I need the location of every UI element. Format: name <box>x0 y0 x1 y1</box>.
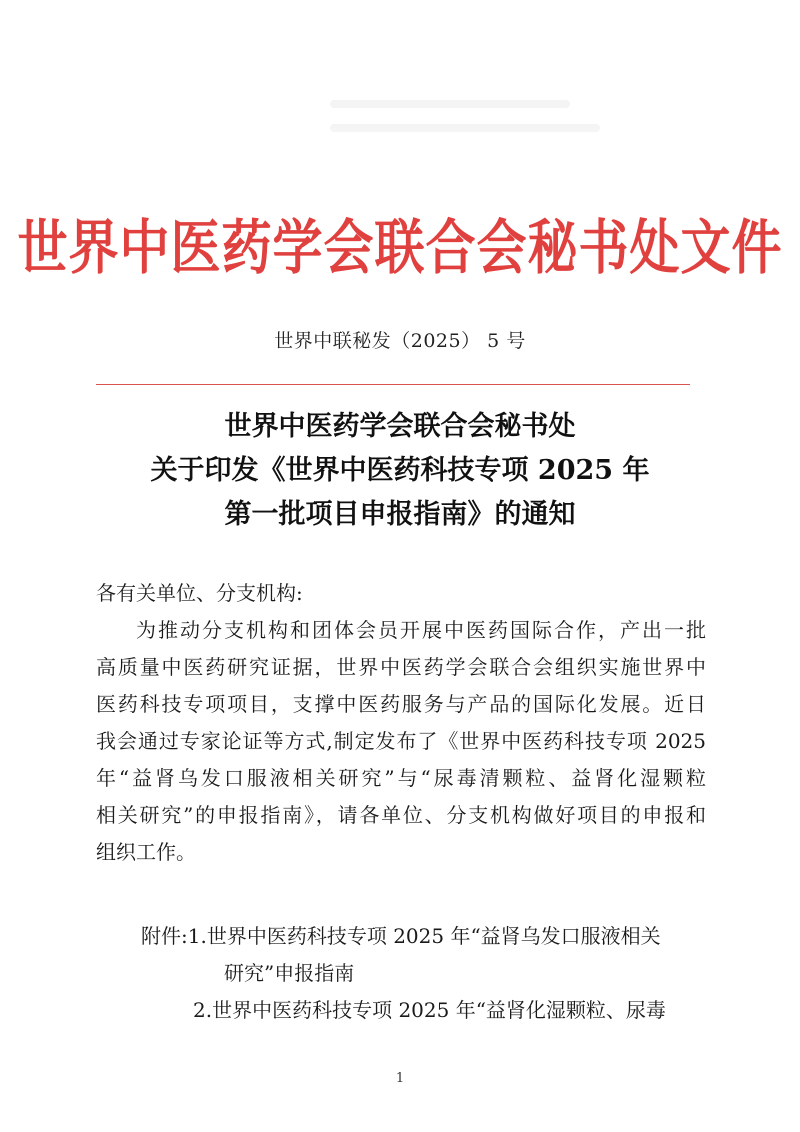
paragraph-line-6: 相关研究”的申报指南》，请各单位、分支机构做好项目的申报和 <box>96 803 706 827</box>
faint-bleed-through <box>330 100 590 160</box>
org-header-title: 世界中医药学会联合会秘书处文件 <box>17 212 783 283</box>
paragraph-line-3: 医药科技专项项目，支撑中医药服务与产品的国际化发展。近日 <box>96 692 706 716</box>
attachments-label: 附件: <box>141 924 188 948</box>
document-number: 世界中联秘发（2025） 5 号 <box>274 330 526 352</box>
header-divider <box>96 384 690 385</box>
paragraph-line-2: 高质量中医药研究证据，世界中医药学会联合会组织实施世界中 <box>96 655 706 679</box>
paragraph-line-7: 组织工作。 <box>96 840 196 864</box>
attachment-item-2: 2.世界中医药科技专项 2025 年“益肾化湿颗粒、尿毒 <box>193 998 666 1022</box>
attachments-list <box>141 918 711 1029</box>
paragraph-line-1: 为推动分支机构和团体会员开展中医药国际合作，产出一批 <box>136 618 706 642</box>
notice-body <box>96 575 706 871</box>
notice-title-line-1: 世界中医药学会联合会秘书处 <box>224 411 576 442</box>
attachment-1-title-line-1: 1.世界中医药科技专项 2025 年“益肾乌发口服液相关 <box>187 924 661 948</box>
attachment-1-title-line-2: 研究”申报指南 <box>224 961 355 985</box>
notice-title-line-2: 关于印发《世界中医药科技专项 2025 年 <box>150 455 650 486</box>
notice-title <box>0 405 800 537</box>
paragraph-line-4: 我会通过专家论证等方式,制定发布了《世界中医药科技专项 2025 <box>96 729 706 753</box>
page-number: 1 <box>395 1071 405 1086</box>
salutation: 各有关单位、分支机构: <box>96 581 303 605</box>
attachment-item-1 <box>141 918 711 955</box>
paragraph-line-5: 年“益肾乌发口服液相关研究”与“尿毒清颗粒、益肾化湿颗粒 <box>96 766 706 790</box>
notice-title-line-3: 第一批项目申报指南》的通知 <box>224 499 576 530</box>
